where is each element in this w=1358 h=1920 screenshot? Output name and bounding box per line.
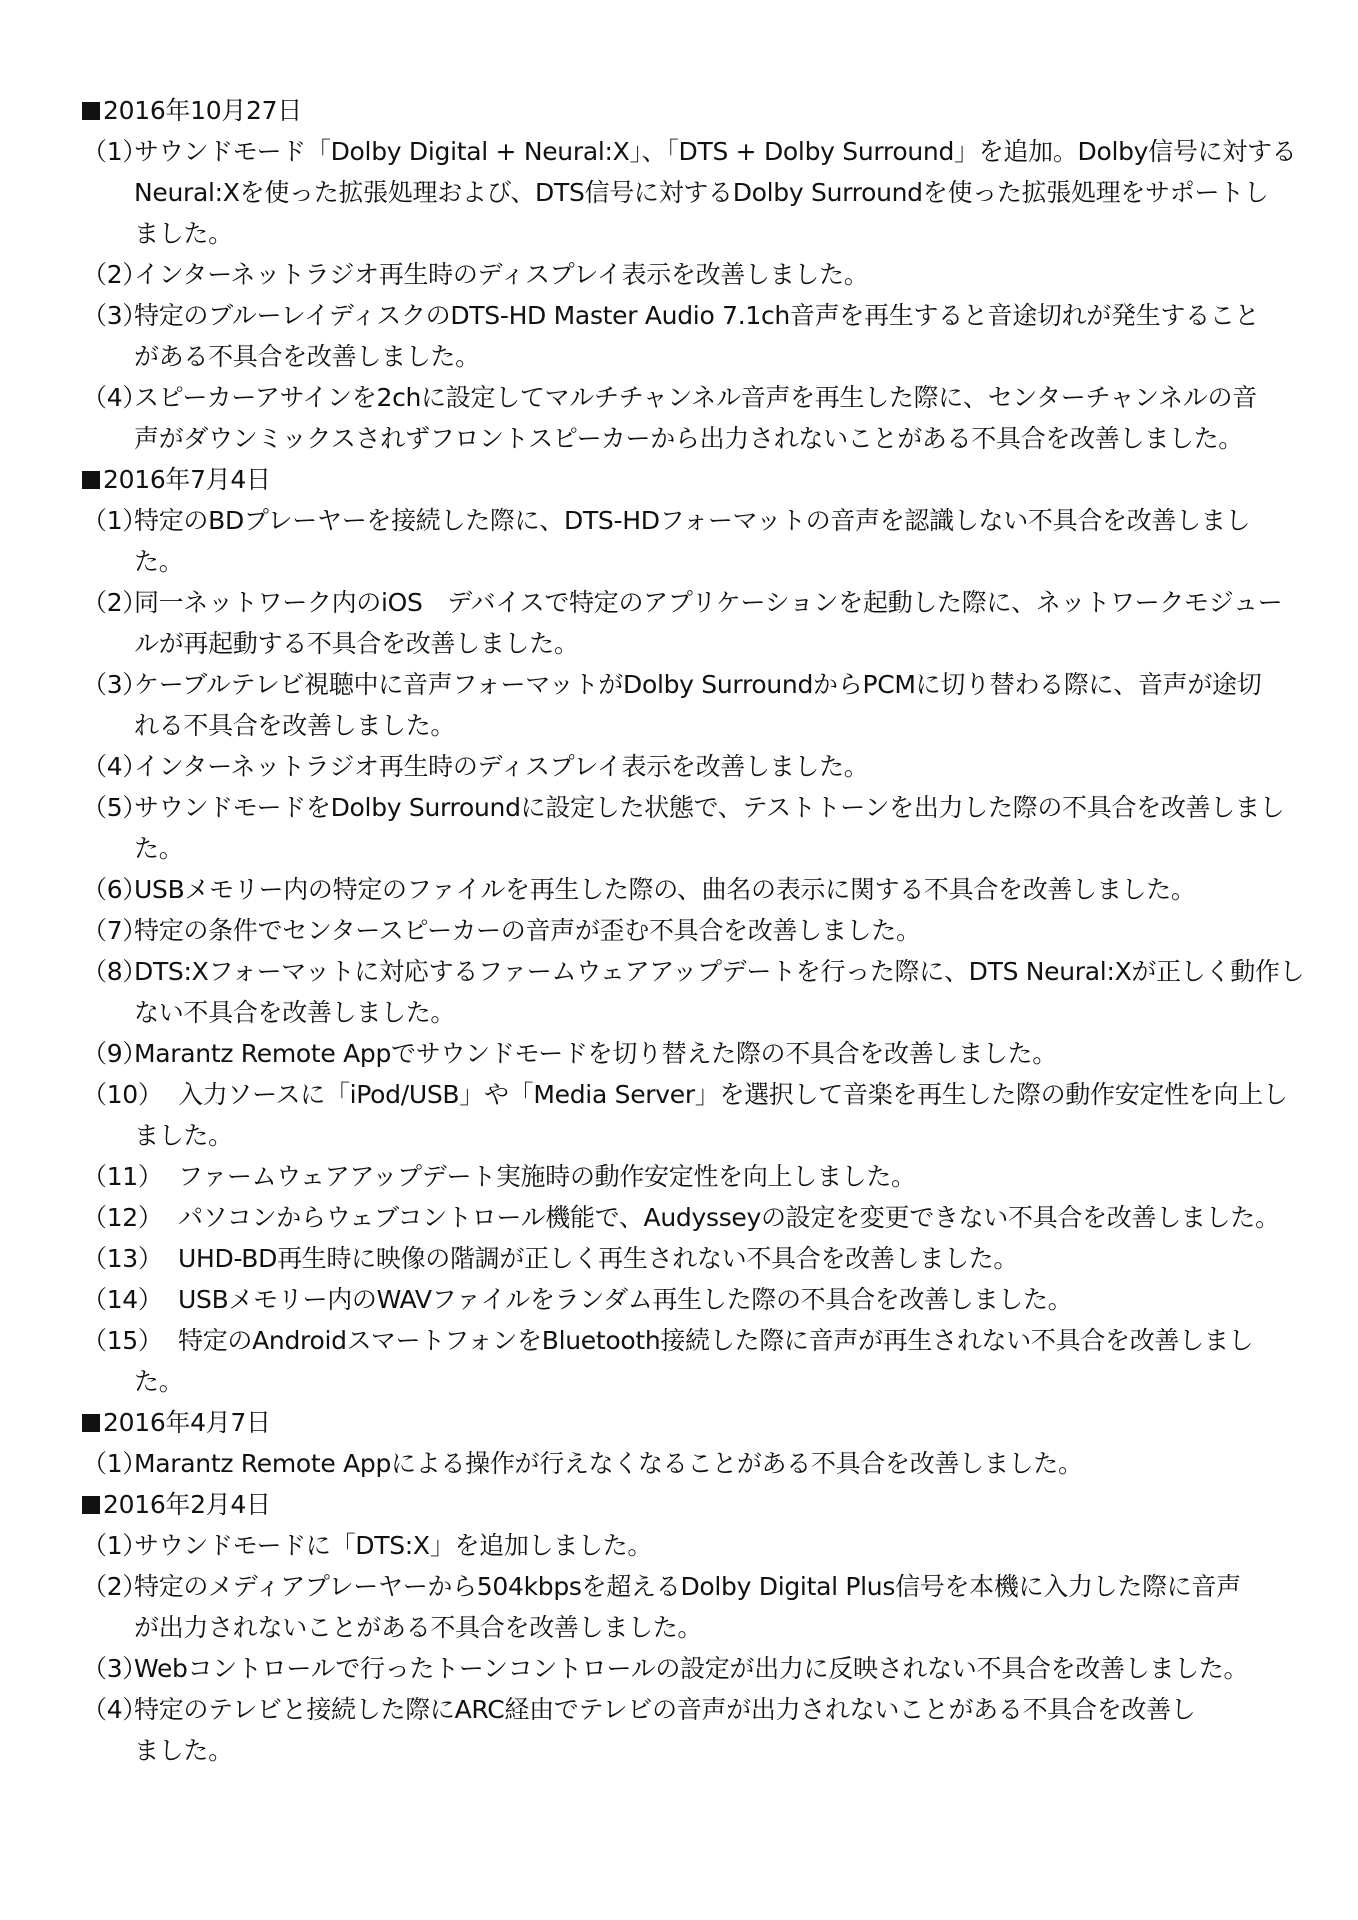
- item-text-line: 声がダウンミックスされずフロントスピーカーから出力されないことがある不具合を改善しました。: [134, 424, 1244, 453]
- list-item: [82, 1525, 1292, 1566]
- item-text-line: UHD-BD再生時に映像の階調が正しく再生されない不具合を改善しました。: [178, 1244, 1019, 1273]
- section-date-text: 2016年2月4日: [103, 1490, 271, 1519]
- item-text-line: ルが再起動する不具合を改善しました。: [134, 629, 579, 658]
- item-text-line: 入力ソースに「iPod/USB」や「Media Server」を選択して音楽を再生した際の動作安定性を向上し: [178, 1080, 1288, 1109]
- item-text-line: 特定のテレビと接続した際にARC経由でテレビの音声が出力されないことがある不具合を改善し: [134, 1695, 1196, 1724]
- item-number: （2）: [82, 588, 148, 617]
- section-date-heading: [82, 90, 1292, 131]
- list-item: [82, 1074, 1292, 1156]
- item-text-line: Marantz Remote Appでサウンドモードを切り替えた際の不具合を改善しました。: [134, 1039, 1057, 1068]
- item-text: [134, 1443, 1292, 1484]
- list-item: [82, 1689, 1292, 1771]
- item-text: [134, 1525, 1292, 1566]
- list-item: [82, 582, 1292, 664]
- item-text-line: ない不具合を改善しました。: [134, 998, 456, 1027]
- list-item: [82, 131, 1297, 254]
- item-text-line: た。: [134, 834, 184, 863]
- item-number: （10）: [82, 1080, 163, 1109]
- item-text: [134, 295, 1292, 377]
- item-number: （1）: [82, 1531, 148, 1560]
- item-text: [178, 1279, 1292, 1320]
- item-number: （2）: [82, 1572, 148, 1601]
- item-text-line: Neural:Xを使った拡張処理および、DTS信号に対するDolby Surroundを使った拡張処理をサポートし: [134, 178, 1269, 207]
- list-item: [82, 664, 1292, 746]
- item-text-line: インターネットラジオ再生時のディスプレイ表示を改善しました。: [134, 260, 869, 289]
- list-item: [82, 1320, 1292, 1402]
- list-item: [82, 1238, 1292, 1279]
- square-bullet-icon: [82, 1496, 100, 1514]
- item-text-line: 特定のAndroidスマートフォンをBluetooth接続した際に音声が再生されない不具合を改善しまし: [178, 1326, 1254, 1355]
- item-text-line: ました。: [134, 1121, 233, 1150]
- item-text: [134, 1033, 1292, 1074]
- item-text: [134, 131, 1297, 254]
- item-text-line: Webコントロールで行ったトーンコントロールの設定が出力に反映されない不具合を改善しました。: [134, 1654, 1249, 1683]
- item-text: [178, 1197, 1292, 1238]
- list-item: [82, 377, 1292, 459]
- list-item: [82, 1156, 1292, 1197]
- item-text: [134, 500, 1292, 582]
- release-notes-document: [82, 90, 1305, 1771]
- item-text-line: ファームウェアアップデート実施時の動作安定性を向上しました。: [178, 1162, 916, 1191]
- section-date-text: 2016年10月27日: [103, 96, 302, 125]
- item-text: [134, 1074, 1292, 1156]
- item-text: [134, 869, 1292, 910]
- item-number: （1）: [82, 506, 148, 535]
- list-item: [82, 787, 1292, 869]
- list-item: [82, 1033, 1292, 1074]
- item-text: [134, 582, 1292, 664]
- item-text: [134, 254, 1292, 295]
- item-number: （3）: [82, 301, 148, 330]
- item-number: （4）: [82, 383, 148, 412]
- item-number: （14）: [82, 1285, 163, 1314]
- item-text-line: 特定のブルーレイディスクのDTS-HD Master Audio 7.1ch音声を再生すると音途切れが発生すること: [134, 301, 1260, 330]
- item-text-line: れる不具合を改善しました。: [134, 711, 456, 740]
- item-number: （4）: [82, 752, 148, 781]
- item-text-line: パソコンからウェブコントロール機能で、Audysseyの設定を変更できない不具合を改善しました。: [178, 1203, 1280, 1232]
- item-text-line: がある不具合を改善しました。: [134, 342, 480, 371]
- item-text-line: ケーブルテレビ視聴中に音声フォーマットがDolby SurroundからPCMに切り替わる際に、音声が途切: [134, 670, 1262, 699]
- item-text-line: Marantz Remote Appによる操作が行えなくなることがある不具合を改善しました。: [134, 1449, 1083, 1478]
- item-number: （6）: [82, 875, 148, 904]
- item-text-line: USBメモリー内の特定のファイルを再生した際の、曲名の表示に関する不具合を改善しました。: [134, 875, 1196, 904]
- list-item: [82, 500, 1292, 582]
- item-number: （1）: [82, 1449, 148, 1478]
- item-text-line: インターネットラジオ再生時のディスプレイ表示を改善しました。: [134, 752, 869, 781]
- square-bullet-icon: [82, 1414, 100, 1432]
- section-date-heading: [82, 1402, 1292, 1443]
- item-text: [134, 910, 1292, 951]
- item-text: [134, 1566, 1292, 1648]
- item-text: [134, 746, 1292, 787]
- item-text-line: サウンドモード「Dolby Digital + Neural:X」、「DTS + Dolby Surround」を追加。Dolby信号に対する: [134, 137, 1297, 166]
- item-text-line: 特定の条件でセンタースピーカーの音声が歪む不具合を改善しました。: [134, 916, 921, 945]
- list-item: [82, 1279, 1292, 1320]
- item-text-line: USBメモリー内のWAVファイルをランダム再生した際の不具合を改善しました。: [178, 1285, 1073, 1314]
- section-date-text: 2016年4月7日: [103, 1408, 271, 1437]
- item-number: （2）: [82, 260, 148, 289]
- item-number: （1）: [82, 137, 148, 166]
- item-text-line: が出力されないことがある不具合を改善しました。: [134, 1613, 703, 1642]
- item-text: [134, 951, 1305, 1033]
- list-item: [82, 910, 1292, 951]
- section-date-heading: [82, 1484, 1292, 1525]
- list-item: [82, 746, 1292, 787]
- item-text: [178, 1156, 1292, 1197]
- item-number: （11）: [82, 1162, 163, 1191]
- item-number: （3）: [82, 1654, 148, 1683]
- item-text: [134, 1648, 1292, 1689]
- list-item: [82, 1443, 1292, 1484]
- item-text-line: スピーカーアサインを2chに設定してマルチチャンネル音声を再生した際に、センターチャンネルの音: [134, 383, 1257, 412]
- item-text-line: 同一ネットワーク内のiOS デバイスで特定のアプリケーションを起動した際に、ネットワークモジュー: [134, 588, 1283, 617]
- item-text-line: ました。: [134, 219, 233, 248]
- item-number: （7）: [82, 916, 148, 945]
- list-item: [82, 869, 1292, 910]
- item-number: （5）: [82, 793, 148, 822]
- item-text-line: た。: [134, 1367, 184, 1396]
- item-number: （4）: [82, 1695, 148, 1724]
- item-number: （12）: [82, 1203, 163, 1232]
- list-item: [82, 1197, 1292, 1238]
- item-text: [134, 1320, 1292, 1402]
- item-number: （8）: [82, 957, 148, 986]
- item-text-line: 特定のメディアプレーヤーから504kbpsを超えるDolby Digital Plus信号を本機に入力した際に音声: [134, 1572, 1241, 1601]
- square-bullet-icon: [82, 102, 100, 120]
- item-text-line: 特定のBDプレーヤーを接続した際に、DTS-HDフォーマットの音声を認識しない不具合を改善しまし: [134, 506, 1251, 535]
- item-text-line: DTS:Xフォーマットに対応するファームウェアアップデートを行った際に、DTS Neural:Xが正しく動作し: [134, 957, 1305, 986]
- item-text: [134, 1689, 1292, 1771]
- item-text-line: サウンドモードをDolby Surroundに設定した状態で、テストトーンを出力した際の不具合を改善しまし: [134, 793, 1285, 822]
- item-text: [178, 1238, 1292, 1279]
- list-item: [82, 295, 1292, 377]
- item-text: [134, 664, 1292, 746]
- item-number: （3）: [82, 670, 148, 699]
- item-number: （13）: [82, 1244, 163, 1273]
- item-text-line: ました。: [134, 1736, 233, 1765]
- item-text-line: た。: [134, 547, 184, 576]
- list-item: [82, 1648, 1292, 1689]
- item-text-line: サウンドモードに「DTS:X」を追加しました。: [134, 1531, 653, 1560]
- section-date-text: 2016年7月4日: [103, 465, 271, 494]
- square-bullet-icon: [82, 471, 100, 489]
- list-item: [82, 254, 1292, 295]
- list-item: [82, 951, 1305, 1033]
- item-number: （9）: [82, 1039, 148, 1068]
- list-item: [82, 1566, 1292, 1648]
- item-text: [134, 787, 1292, 869]
- item-text: [134, 377, 1292, 459]
- section-date-heading: [82, 459, 1292, 500]
- item-number: （15）: [82, 1326, 163, 1355]
